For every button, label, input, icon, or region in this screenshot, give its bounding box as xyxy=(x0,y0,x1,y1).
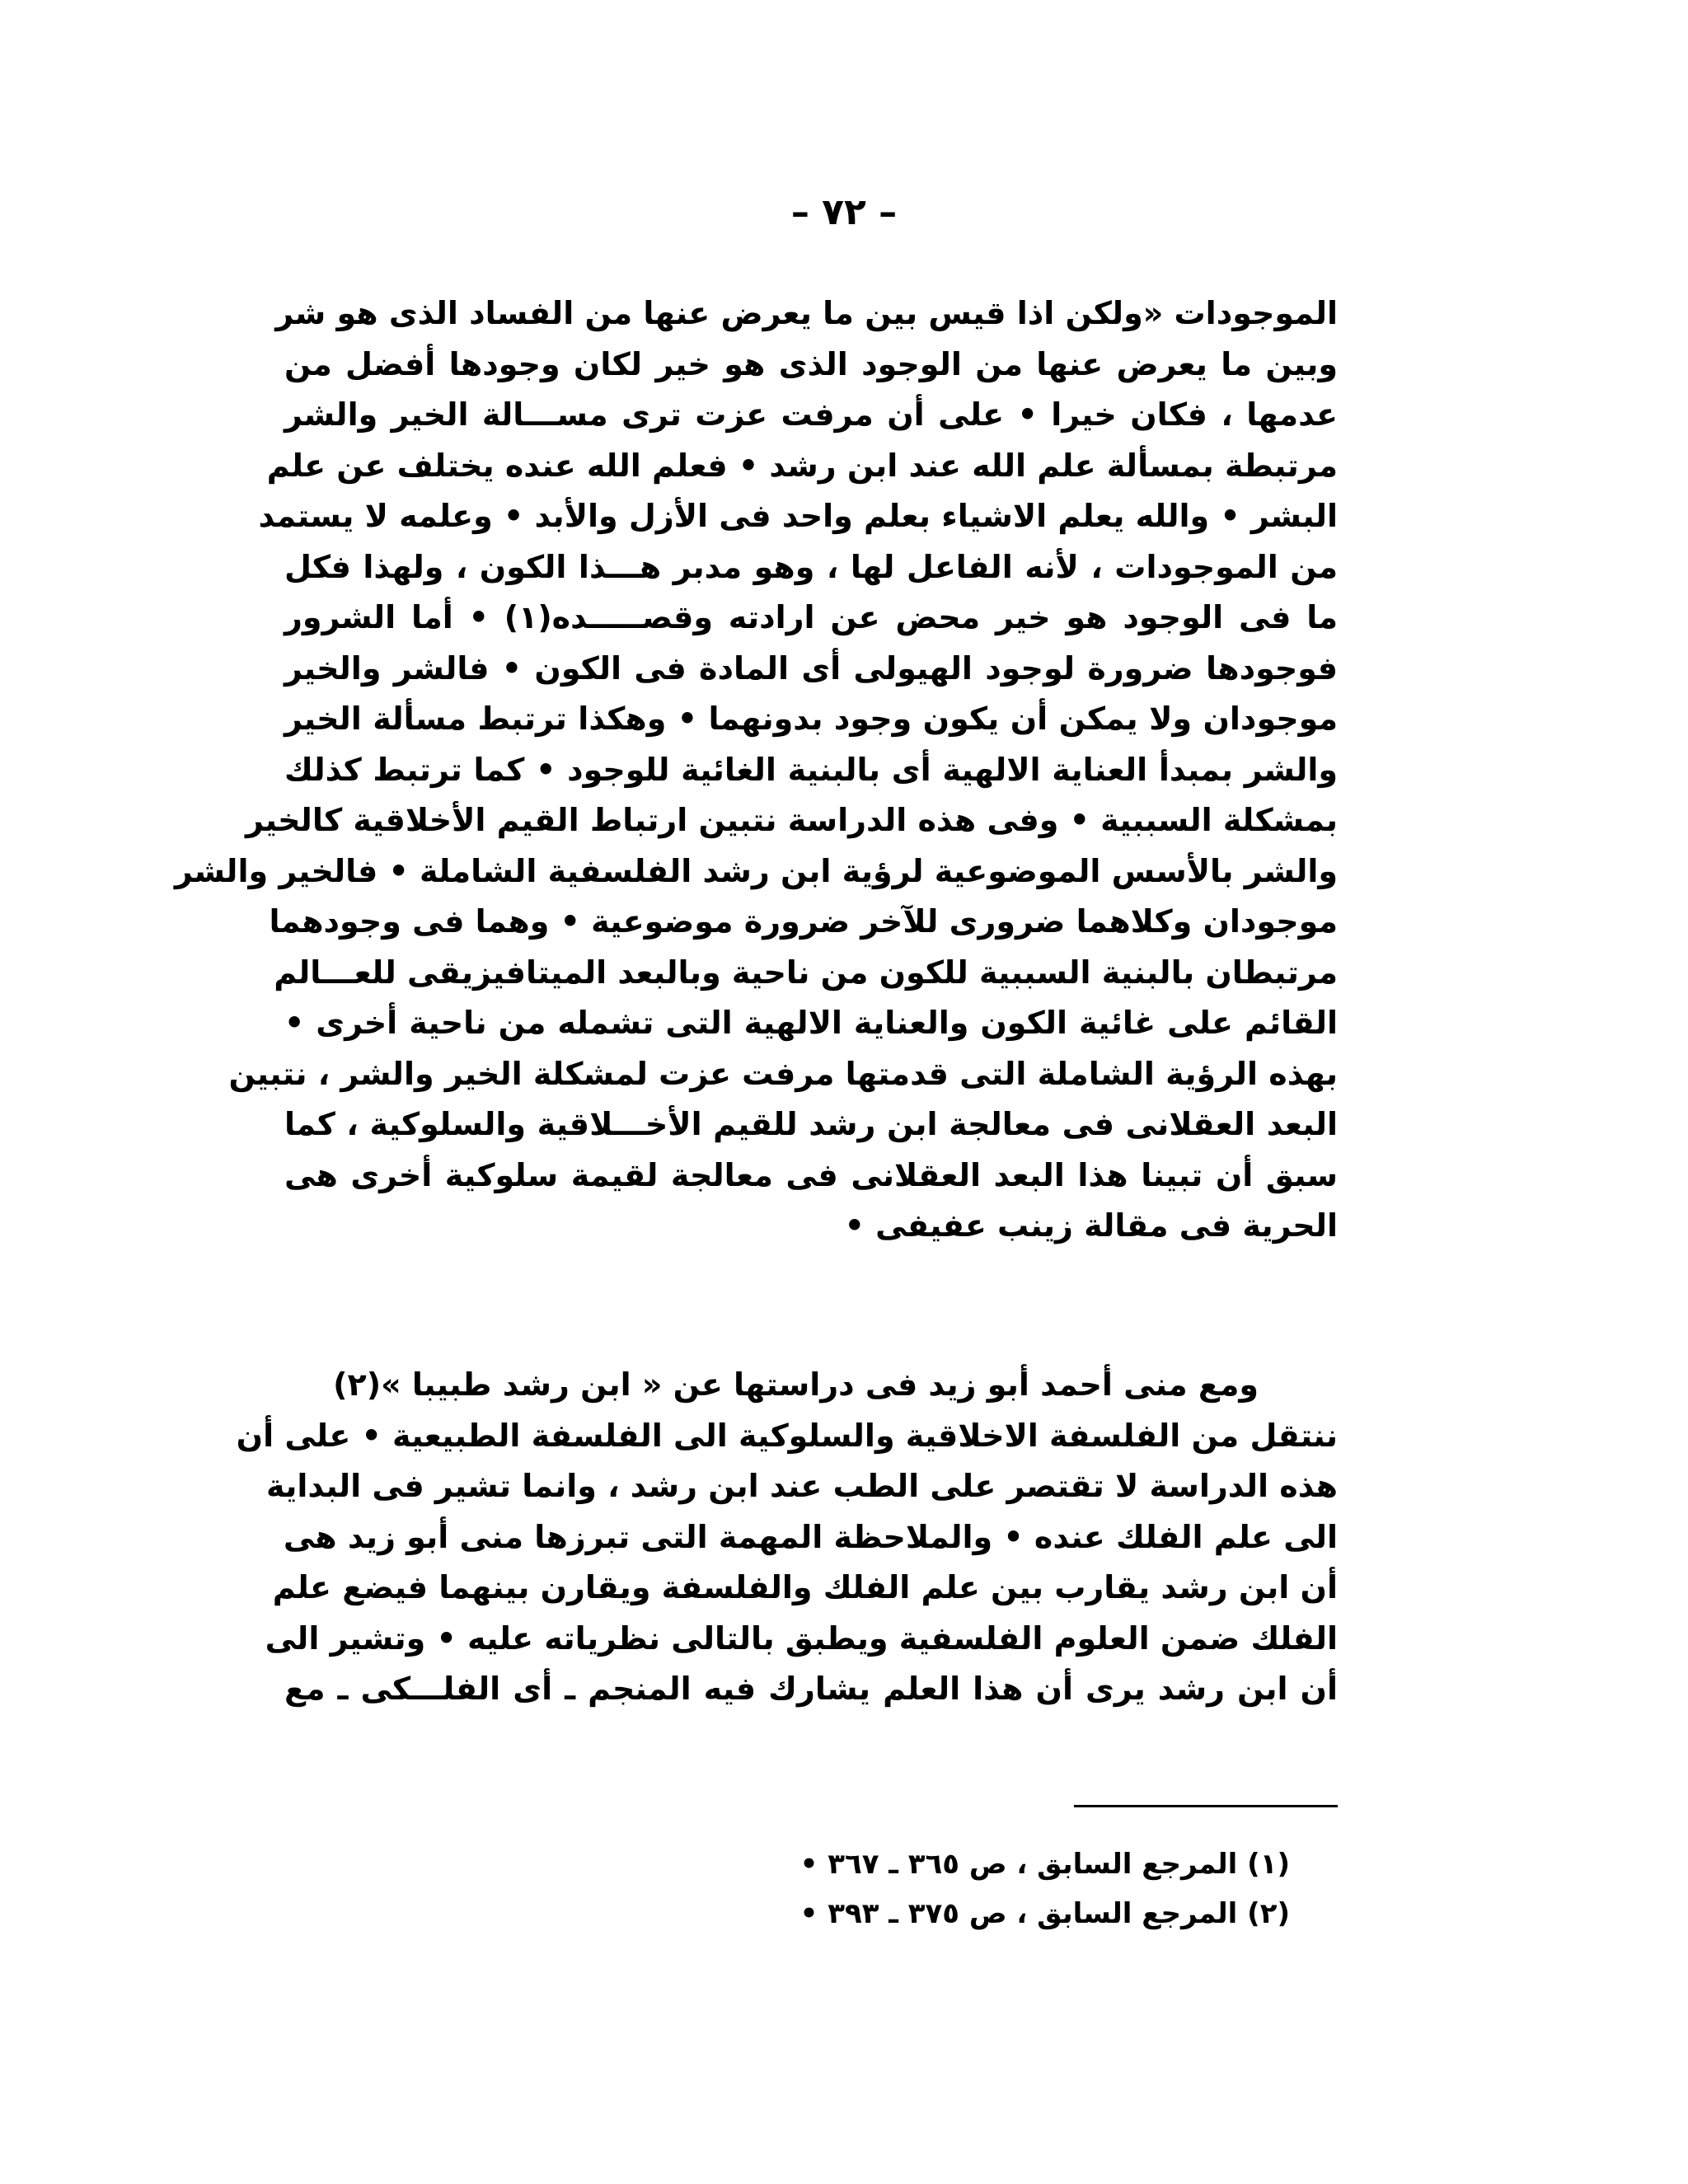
footnotes xyxy=(742,1840,1290,1938)
text-line: موجودان ولا يمكن أن يكون وجود بدونهما • وهكذا ترتبط مسألة الخير xyxy=(284,701,1338,737)
text-line: القائم على غائية الكون والعناية الالهية التى تشمله من ناحية أخرى • xyxy=(284,1005,1338,1041)
text-line: ننتقل من الفلسفة الاخلاقية والسلوكية الى الفلسفة الطبيعية • على أن xyxy=(236,1417,1338,1454)
text-line-indented: ومع منى أحمد أبو زيد فى دراستها عن « ابن رشد طبيبا »(٢) xyxy=(333,1366,1259,1403)
paragraph-2 xyxy=(236,1360,1338,1715)
text-line: هذه الدراسة لا تقتصر على الطب عند ابن رشد ، وانما تشير فى البداية xyxy=(266,1468,1338,1504)
text-line: فوجودها ضرورة لوجود الهيولى أى المادة فى الكون • فالشر والخير xyxy=(284,649,1338,687)
text-line: والشر بمبدأ العناية الالهية أى بالبنية الغائية للوجود • كما ترتبط كذلك xyxy=(284,751,1338,788)
text-line: من الموجودات ، لأنه الفاعل لها ، وهو مدبر هـــذا الكون ، ولهذا فكل xyxy=(284,548,1338,585)
footnote-divider xyxy=(1074,1805,1338,1807)
text-line: وبين ما يعرض عنها من الوجود الذى هو خير لكان وجودها أفضل من xyxy=(284,345,1338,382)
text-line: بمشكلة السببية • وفى هذه الدراسة نتبين ارتباط القيم الأخلاقية كالخير xyxy=(246,802,1338,838)
footnote-2: (٢) المرجع السابق ، ص ٣٧٥ ـ ٣٩٣ • xyxy=(799,1897,1290,1930)
text-line: مرتبطة بمسألة علم الله عند ابن رشد • فعلم الله عنده يختلف عن علم xyxy=(266,447,1338,484)
text-line: الموجودات «ولكن اذا قيس بين ما يعرض عنها من الفساد الذى هو شر xyxy=(275,295,1338,331)
text-line: البشر • والله يعلم الاشياء بعلم واحد فى الأزل والأبد • وعلمه لا يستمد xyxy=(258,498,1338,534)
text-line: والشر بالأسس الموضوعية لرؤية ابن رشد الفلسفية الشاملة • فالخير والشر xyxy=(174,852,1338,889)
text-line: الفلك ضمن العلوم الفلسفية ويطبق بالتالى نظرياته عليه • وتشير الى xyxy=(265,1619,1338,1657)
page-number: – ٧٢ – xyxy=(790,191,898,233)
footnote-1: (١) المرجع السابق ، ص ٣٦٥ ـ ٣٦٧ • xyxy=(799,1848,1290,1881)
text-line: ما فى الوجود هو خير محض عن ارادته وقصـــــده(١) • أما الشرور xyxy=(284,599,1338,635)
text-line: أن ابن رشد يرى أن هذا العلم يشارك فيه المنجم ـ أى الفلـــكى ـ مع xyxy=(284,1671,1338,1707)
text-line: بهذه الرؤية الشاملة التى قدمتها مرفت عزت لمشكلة الخير والشر ، نتبين xyxy=(228,1055,1338,1092)
text-line: الحرية فى مقالة زينب عفيفى • xyxy=(844,1207,1338,1244)
paragraph-1 xyxy=(174,288,1338,1252)
text-line: الى علم الفلك عنده • والملاحظة المهمة التى تبرزها منى أبو زيد هى xyxy=(283,1518,1338,1555)
text-line: البعد العقلانى فى معالجة ابن رشد للقيم الأخـــلاقية والسلوكية ، كما xyxy=(284,1106,1338,1142)
text-line: موجودان وكلاهما ضرورى للآخر ضرورة موضوعية • وهما فى وجودهما xyxy=(269,903,1338,940)
text-line: عدمها ، فكان خيرا • على أن مرفت عزت ترى مســـالة الخير والشر xyxy=(284,396,1338,433)
text-line: مرتبطان بالبنية السببية للكون من ناحية وبالبعد الميتافيزيقى للعـــالم xyxy=(274,954,1338,991)
text-line: سبق أن تبينا هذا البعد العقلانى فى معالجة لقيمة سلوكية أخرى هى xyxy=(284,1156,1338,1193)
text-line: أن ابن رشد يقارب بين علم الفلك والفلسفة ويقارن بينهما فيضع علم xyxy=(272,1569,1338,1605)
